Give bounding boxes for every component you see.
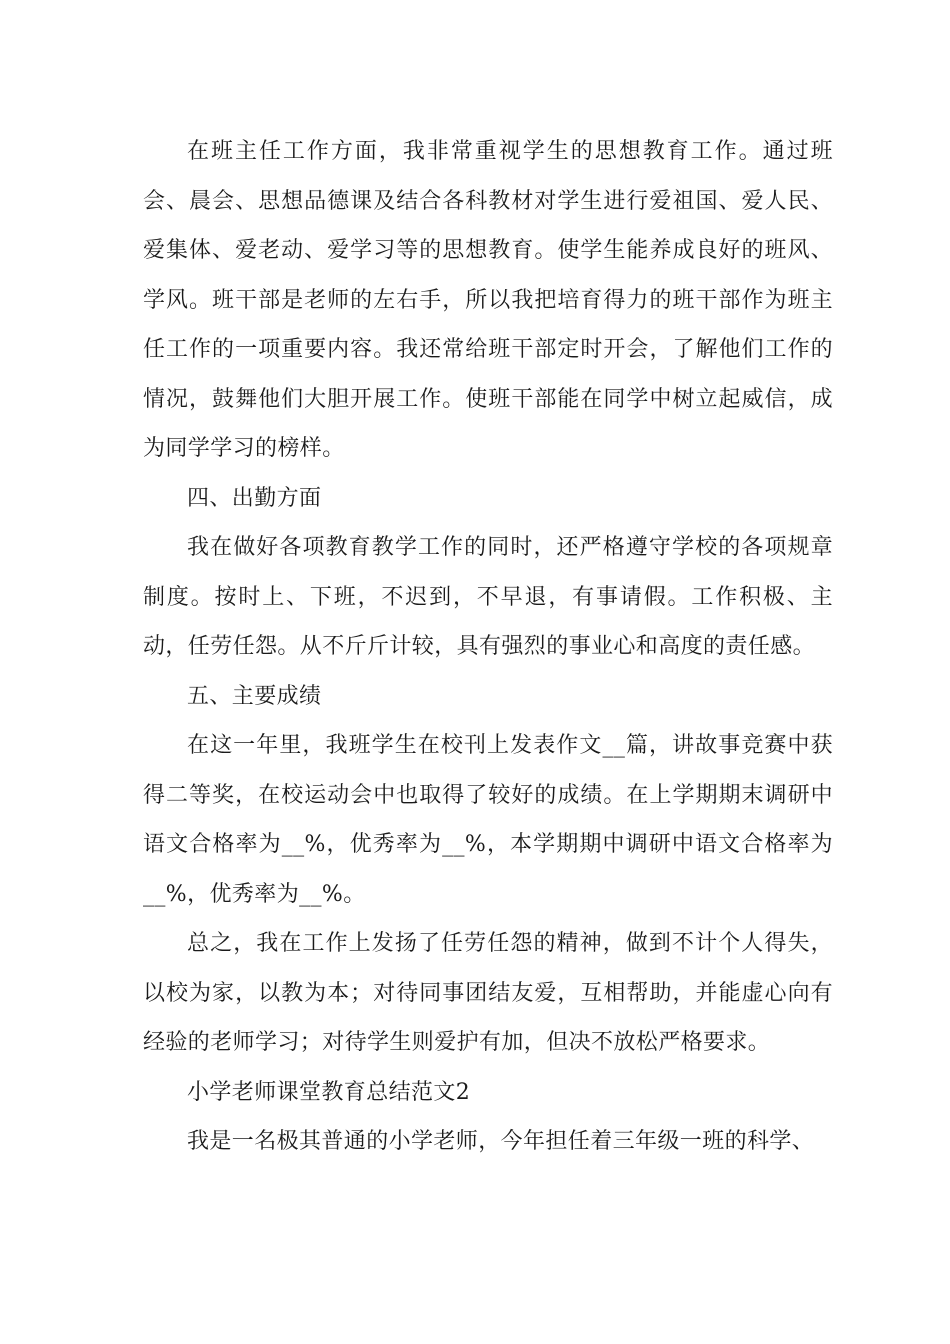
paragraph-achievements: 在这一年里，我班学生在校刊上发表作文__篇，讲故事竞赛中获得二等奖，在校运动会中也取得了较好的成绩。在上学期期末调研中语文合格率为__%，优秀率为__%，本学期期中调研中语文合格率为__%，优秀率为__%。	[143, 733, 833, 907]
section-heading-achievements: 五、主要成绩	[187, 683, 322, 709]
article-title-2: 小学老师课堂教育总结范文2	[187, 1079, 471, 1105]
paragraph-attendance: 我在做好各项教育教学工作的同时，还严格遵守学校的各项规章制度。按时上、下班，不迟到，不早退，有事请假。工作积极、主动，任劳任怨。从不斤斤计较，具有强烈的事业心和高度的责任感。	[143, 535, 833, 659]
paragraph-intro-2: 我是一名极其普通的小学老师，今年担任着三年级一班的科学、	[187, 1129, 815, 1154]
paragraph-summary: 总之，我在工作上发扬了任劳任怨的精神，做到不计个人得失，以校为家，以教为本；对待同事团结友爱，互相帮助，并能虚心向有经验的老师学习；对待学生则爱护有加，但决不放松严格要求。	[143, 931, 833, 1055]
paragraph-class-teacher-work: 在班主任工作方面，我非常重视学生的思想教育工作。通过班会、晨会、思想品德课及结合各科教材对学生进行爱祖国、爱人民、爱集体、爱老动、爱学习等的思想教育。使学生能养成良好的班风、学风。班干部是老师的左右手，所以我把培育得力的班干部作为班主任工作的一项重要内容。我还常给班干部定时开会，了解他们工作的情况，鼓舞他们大胆开展工作。使班干部能在同学中树立起威信，成为同学学习的榜样。	[143, 139, 833, 461]
section-heading-attendance: 四、出勤方面	[187, 485, 322, 511]
document-body	[143, 127, 833, 1167]
